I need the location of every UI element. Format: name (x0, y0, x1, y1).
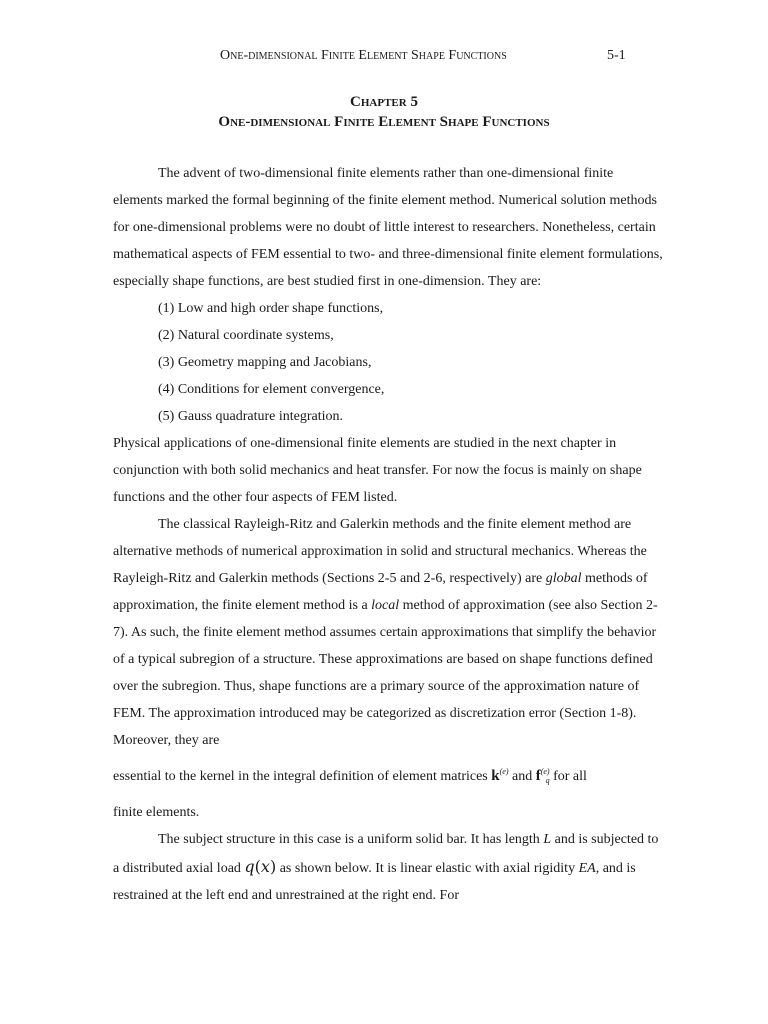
list-item: (1) Low and high order shape functions, (158, 301, 384, 316)
symbol-rigidity: EA (578, 861, 596, 876)
subscript-q: q (545, 776, 550, 785)
symbol-load-q: q (244, 857, 255, 876)
text-span: method of approximation (see also Section 2-7). As such, the finite element method assumes certain approximations that simplify the behavior of a typical subregion of a structure. These approximations are based on shape functions defined over the subregion. Thus, shape functions are a primary source of the approximation nature of FEM. The approximation introduced may be categorized as discretization error (Section 1-8). Moreover, they are (113, 598, 658, 748)
paragraph-methods-end: finite elements. (113, 805, 200, 820)
list-item: (4) Conditions for element convergence, (158, 382, 385, 397)
text-span: for all (549, 769, 587, 784)
chapter-label: Chapter 5 (350, 94, 418, 110)
superscript-e: (e) (499, 767, 509, 776)
text-span: The subject structure in this case is a uniform solid bar. It has length (158, 832, 544, 847)
text-span: and is subjected to a distributed axial load (113, 832, 659, 876)
symbol-length: L (543, 832, 552, 847)
running-header-title: One-dimensional Finite Element Shape Functions (220, 48, 507, 63)
text-span: , and is restrained at the left end and unrestrained at the right end. For (113, 861, 636, 903)
chapter-title: One-dimensional Finite Element Shape Functions (218, 114, 550, 130)
paragraph-subject-structure (113, 826, 663, 909)
emphasis-local: local (371, 598, 400, 613)
list-item: (2) Natural coordinate systems, (158, 328, 334, 343)
paragraph-applications: Physical applications of one-dimensional finite elements are studied in the next chapter in conjunction with both solid mechanics and heat transfer. For now the focus is mainly on shape functions and the other four aspects of FEM listed. (113, 436, 642, 505)
text-span: as shown below. It is linear elastic with axial rigidity (276, 861, 579, 876)
text-span: essential to the kernel in the integral definition of element matrices (113, 769, 492, 784)
paragraph-intro: The advent of two-dimensional finite elements rather than one-dimensional finite elements marked the formal beginning of the finite element method. Numerical solution methods for one-dimensional problems were no doubt of little interest to researchers. Nonetheless, certain mathematical aspects of FEM essential to two- and three-dimensional finite element formulations, especially shape functions, are best studied first in one-dimension. They are: (113, 166, 663, 289)
list-item: (3) Geometry mapping and Jacobians, (158, 355, 372, 370)
paren-close: ) (269, 857, 277, 876)
paren-open: ( (254, 857, 261, 876)
stiffness-matrix-symbol: k (491, 768, 500, 784)
list-item: (5) Gauss quadrature integration. (158, 409, 344, 424)
paragraph-methods (113, 511, 663, 754)
body-text (113, 160, 663, 909)
text-span: The classical Rayleigh-Ritz and Galerkin methods and the finite element method are alternative methods of numerical approximation in solid and structural mechanics. Whereas the Rayleigh-Ritz and Galerkin methods (Sections 2-5 and 2-6, respectively) are (113, 517, 647, 586)
element-matrices-line (113, 754, 663, 799)
force-vector-symbol: f (535, 768, 541, 784)
superscript-e: (e) (540, 767, 550, 776)
text-span: methods of approximation, the finite element method is a (113, 571, 648, 613)
page-number: 5-1 (607, 48, 626, 63)
symbol-x: x (260, 857, 270, 876)
emphasis-global: global (545, 571, 582, 586)
aspects-list (113, 295, 663, 430)
text-span: and (508, 769, 536, 784)
